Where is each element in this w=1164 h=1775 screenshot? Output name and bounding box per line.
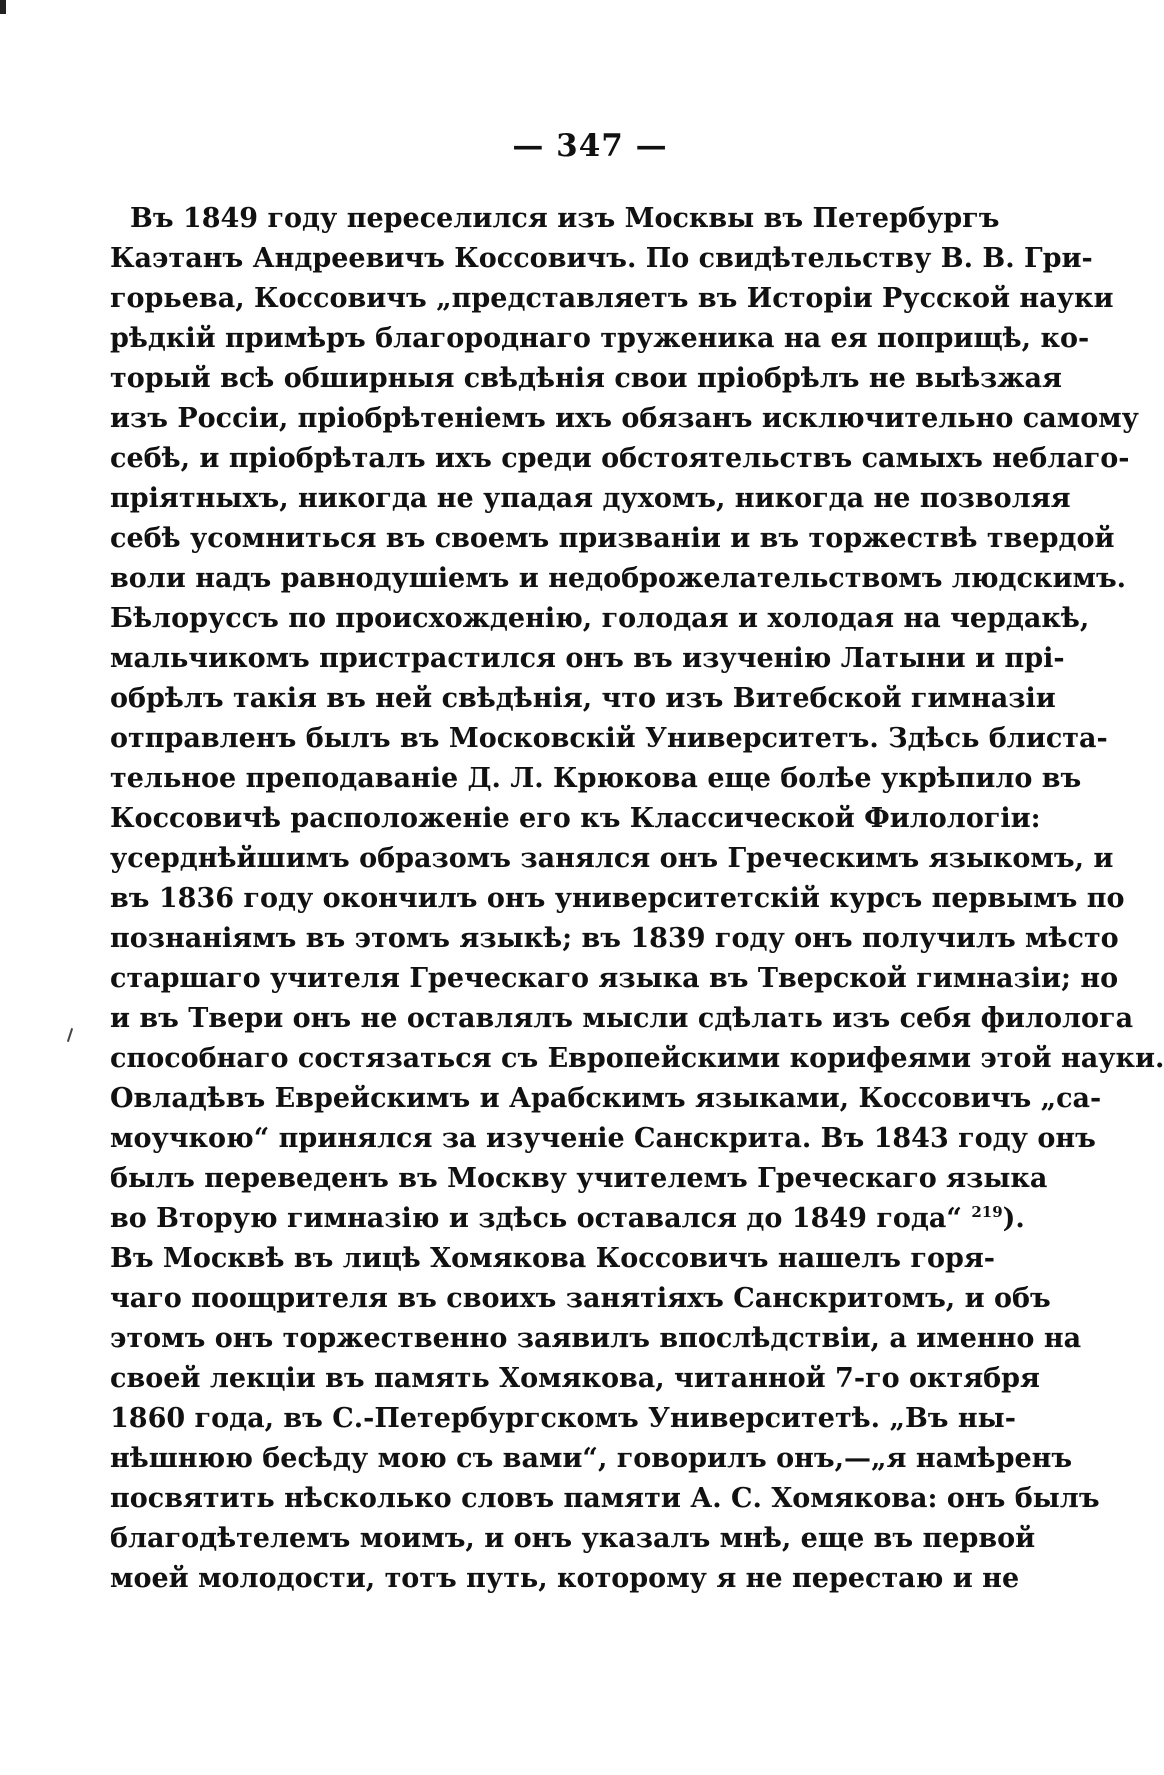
- text-line: моей молодости, тотъ путь, которому я не перестаю и не: [110, 1563, 1020, 1594]
- text-line: Въ Москвѣ въ лицѣ Хомякова Коссовичъ нашелъ горя-: [110, 1243, 996, 1274]
- text-line: усерднѣйшимъ образомъ занялся онъ Греческимъ языкомъ, и: [110, 843, 1114, 874]
- text-line: Овладѣвъ Еврейскимъ и Арабскимъ языками, Коссовичъ „са-: [110, 1083, 1102, 1114]
- text-line: себѣ усомниться въ своемъ призваніи и въ торжествѣ твердой: [110, 523, 1115, 554]
- text-line: торый всѣ обширныя свѣдѣнія свои пріобрѣлъ не выѣзжая: [110, 363, 1062, 394]
- text-line: горьева, Коссовичъ „представляетъ въ Исторіи Русской науки: [110, 283, 1114, 314]
- text-line: воли надъ равнодушіемъ и недоброжелательствомъ людскимъ.: [110, 563, 1127, 594]
- text-line: старшаго учителя Греческаго языка въ Тверской гимназіи; но: [110, 963, 1119, 994]
- text-line: мальчикомъ пристрастился онъ въ изученію Латыни и прі-: [110, 643, 1065, 674]
- body-text: [110, 199, 1164, 1599]
- text-line: обрѣлъ такія въ ней свѣдѣнія, что изъ Витебской гимназіи: [110, 683, 1056, 714]
- text-line-body: во Вторую гимназію и здѣсь оставался до 1849 года“: [110, 1203, 962, 1234]
- text-line: посвятить нѣсколько словъ памяти А. С. Хомякова: онъ былъ: [110, 1483, 1100, 1514]
- text-line: Каэтанъ Андреевичъ Коссовичъ. По свидѣтельству В. В. Гри-: [110, 243, 1093, 274]
- stray-pen-mark: [67, 1028, 73, 1042]
- text-line: себѣ, и пріобрѣталъ ихъ среди обстоятельствъ самыхъ неблаго-: [110, 443, 1130, 474]
- text-line: отправленъ былъ въ Московскій Университетъ. Здѣсь блиста-: [110, 723, 1108, 754]
- footnote-reference: 219: [971, 1203, 1003, 1221]
- text-line: этомъ онъ торжественно заявилъ впослѣдствіи, а именно на: [110, 1323, 1082, 1354]
- text-line: благодѣтелемъ моимъ, и онъ указалъ мнѣ, еще въ первой: [110, 1523, 1036, 1554]
- page-number: — 347 —: [512, 128, 668, 164]
- text-line: познаніямъ въ этомъ языкѣ; въ 1839 году онъ получилъ мѣсто: [110, 923, 1119, 954]
- text-line: своей лекціи въ память Хомякова, читанной 7-го октября: [110, 1363, 1040, 1394]
- text-line: 1860 года, въ С.-Петербургскомъ Университетѣ. „Въ ны-: [110, 1403, 1016, 1434]
- text-line: тельное преподаваніе Д. Л. Крюкова еще болѣе укрѣпило въ: [110, 763, 1082, 794]
- text-line: способнаго состязаться съ Европейскими корифеями этой науки.: [110, 1043, 1164, 1074]
- text-line-with-footnote: [110, 1199, 1025, 1239]
- footnote-reference-tail: ).: [1002, 1203, 1025, 1234]
- scan-corner-mark: [0, 0, 6, 14]
- text-line: моучкою“ принялся за изученіе Санскрита. Въ 1843 году онъ: [110, 1123, 1096, 1154]
- text-line: рѣдкій примѣръ благороднаго труженика на ея поприщѣ, ко-: [110, 323, 1090, 354]
- text-line: и въ Твери онъ не оставлялъ мысли сдѣлать изъ себя филолога: [110, 1003, 1134, 1034]
- text-line: Въ 1849 году переселился изъ Москвы въ Петербургъ: [130, 203, 1000, 234]
- text-line: былъ переведенъ въ Москву учителемъ Греческаго языка: [110, 1163, 1048, 1194]
- text-line: чаго поощрителя въ своихъ занятіяхъ Санскритомъ, и объ: [110, 1283, 1051, 1314]
- text-line: пріятныхъ, никогда не упадая духомъ, никогда не позволяя: [110, 483, 1071, 514]
- text-line: изъ Россіи, пріобрѣтеніемъ ихъ обязанъ исключительно самому: [110, 403, 1139, 434]
- text-line: нѣшнюю бесѣду мою съ вами“, говорилъ онъ,—„я намѣренъ: [110, 1443, 1073, 1474]
- text-line: Коссовичѣ расположеніе его къ Классической Филологіи:: [110, 803, 1041, 834]
- text-line: въ 1836 году окончилъ онъ университетскій курсъ первымъ по: [110, 883, 1125, 914]
- text-line: Бѣлоруссъ по происхожденію, голодая и холодая на чердакѣ,: [110, 603, 1090, 634]
